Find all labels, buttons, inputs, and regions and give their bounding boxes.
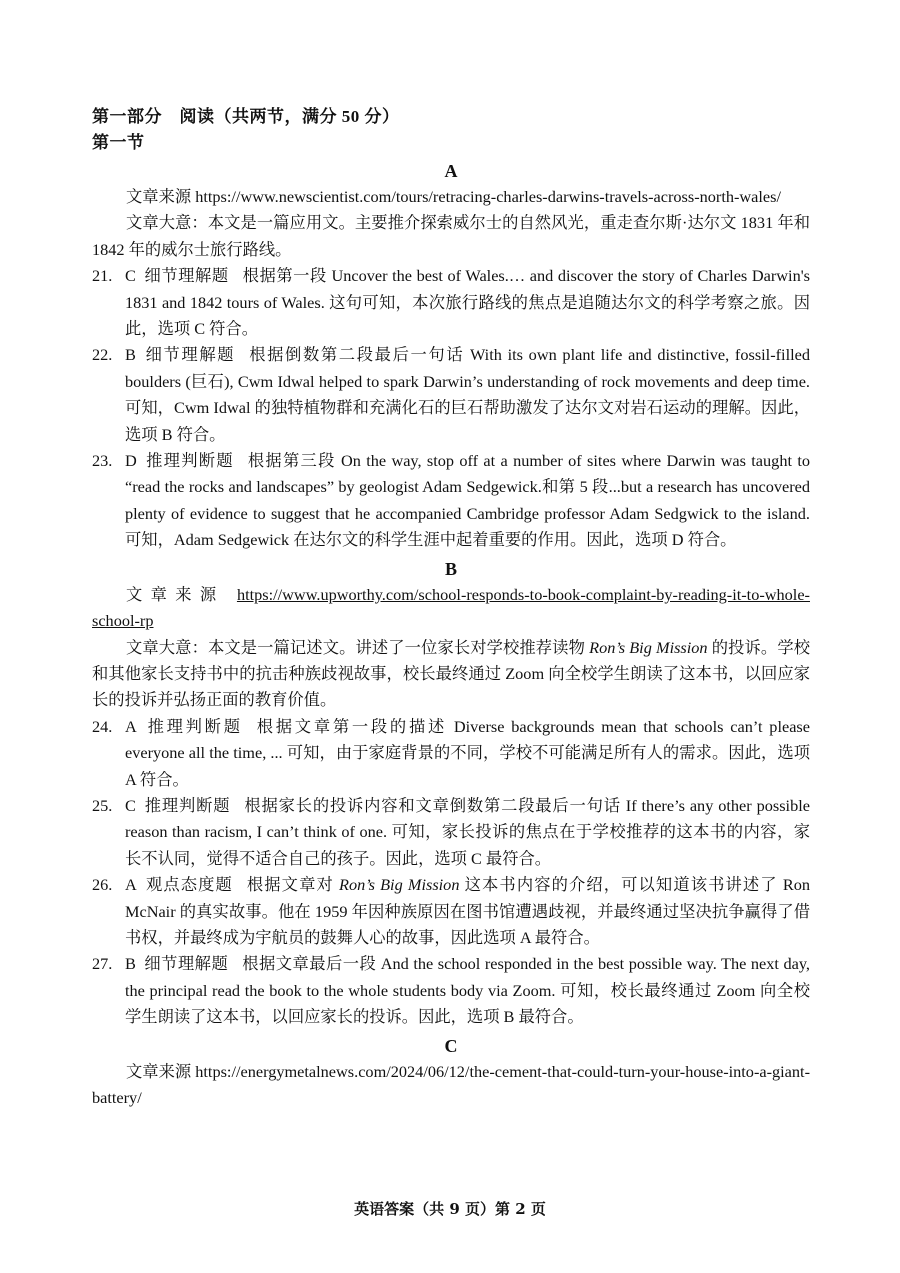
passage-c-letter: C [444, 1035, 458, 1056]
item-explanation: 根据第三段 On the way, stop off at a number of sites where Darwin was taught to “read the rocks and landscapes” by geologist Adam Sedgewick.和第 5 段...but a research has uncovered plenty of evidence to suggest that he accompanied Cambridge professor Adam Sedgwick to the island. 可知，Adam Sedgewick 在达尔文的科学生涯中起着重要的作用。因此，选项 D 符合。 [125, 451, 810, 550]
item-number: 23. [92, 451, 113, 471]
item-question-type: 观点态度题 [145, 875, 233, 895]
item-number: 22. [92, 345, 113, 365]
item-answer: A [125, 716, 137, 736]
answer-item-22 [92, 342, 810, 448]
passage-b-summary [92, 635, 810, 714]
item-explanation: 根据第一段 Uncover the best of Wales.… and discover the story of Charles Darwin's 1831 and 1842 tours of Wales. 这句可知，本次旅行路线的焦点是追随达尔文的科学考察之旅。因此，选项 C 符合。 [125, 266, 810, 339]
item-question-type: 细节理解题 [144, 266, 229, 286]
summary-text-end: 的投诉。学校和其他家长支持书中的抗击种族歧视故事，校长最终通过 Zoom 向全校学生朗读了这本书，以回应家长的投诉并弘扬正面的教育价值。 [92, 637, 810, 710]
item-question-type: 推理判断题 [147, 716, 243, 736]
item-explanation-end: 这本书内容的介绍，可以知道该书讲述了 Ron McNair 的真实故事。他在 1959 年因种族原因在图书馆遭遇歧视，并最终通过坚决抗争赢得了借书权，并最终成为宇航员的鼓舞人心的故事，因此选项 A 最符合。 [125, 875, 810, 947]
item-number: 21. [92, 266, 113, 286]
book-title: Ron’s Big Mission [589, 637, 708, 657]
source-label: 文章来源 [126, 1061, 192, 1081]
item-answer: B [125, 345, 136, 365]
passage-b-source [92, 582, 810, 635]
item-answer: D [125, 451, 137, 471]
item-answer: B [125, 954, 136, 974]
answer-item-27 [92, 951, 810, 1030]
item-question-type: 细节理解题 [144, 954, 229, 974]
answer-item-23 [92, 448, 810, 554]
source-url-link[interactable]: https://www.upworthy.com/school-responds-to-book-complaint-by-reading-it-to-whole-school-rp [92, 584, 810, 631]
answer-item-25 [92, 793, 810, 872]
page-footer: 英语答案（共 9 页）第 2 页 [354, 1200, 546, 1218]
item-explanation: 根据家长的投诉内容和文章倒数第二段最后一句话 If there’s any other possible reason than racism, I can’t think of one. 可知，家长投诉的焦点在于学校推荐的这本书的内容，家长不认同，觉得不适合自己的孩子。因此，选项 C 最符合。 [125, 795, 810, 868]
item-number: 25. [92, 795, 113, 815]
item-explanation: 根据文章最后一段 And the school responded in the best possible way. The next day, the principal read the book to the whole students body via Zoom. 可知，校长最终通过 Zoom 向全校学生朗读了这本书，以回应家长的投诉。因此，选项 B 最符合。 [125, 954, 810, 1027]
answer-page [92, 104, 810, 1111]
answer-item-26 [92, 872, 810, 951]
item-explanation-start: 根据文章对 [246, 875, 340, 895]
answer-item-24 [92, 714, 810, 793]
source-url[interactable]: https://energymetalnews.com/2024/06/12/the-cement-that-could-turn-your-house-into-a-giant-battery/ [92, 1061, 810, 1107]
item-question-type: 细节理解题 [145, 345, 236, 365]
source-label: 文章来源 [126, 187, 192, 206]
passage-a-summary: 文章大意：本文是一篇应用文。主要推介探索威尔士的自然风光，重走查尔斯·达尔文 1831 年和 1842 年的威尔士旅行路线。 [92, 213, 810, 259]
item-answer: C [125, 795, 136, 815]
source-label: 文章来源 [126, 584, 225, 604]
summary-text-start: 文章大意：本文是一篇记述文。讲述了一位家长对学校推荐读物 [126, 637, 590, 657]
passage-a-letter: A [444, 161, 458, 181]
source-url[interactable]: https://www.newscientist.com/tours/retracing-charles-darwins-travels-across-north-wales/ [195, 187, 782, 206]
passage-c-source [92, 1059, 810, 1112]
item-explanation: 根据文章第一段的描述 Diverse backgrounds mean that schools can’t please everyone all the time, ... 可知，由于家庭背景的不同，学校不可能满足所有人的需求。因此，选项 A 符合。 [125, 716, 810, 789]
section-heading: 第一节 [92, 133, 145, 152]
item-number: 26. [92, 875, 113, 895]
item-question-type: 推理判断题 [146, 451, 234, 471]
item-number: 24. [92, 716, 113, 736]
item-answer: C [125, 266, 136, 286]
item-answer: A [125, 875, 137, 895]
answer-item-21 [92, 263, 810, 342]
passage-b-letter: B [444, 558, 457, 579]
passage-a-source [92, 184, 810, 210]
part-heading: 第一部分 阅读（共两节，满分 50 分） [92, 107, 400, 126]
item-explanation: 根据倒数第二段最后一句话 With its own plant life and distinctive, fossil-filled boulders (巨石), Cwm Idwal helped to spark Darwin’s understanding of rock movements and deep time. 可知，Cwm Idwal 的独特植物群和充满化石的巨石帮助激发了达尔文对岩石运动的理解。因此，选项 B 符合。 [125, 345, 810, 444]
book-title: Ron’s Big Mission [339, 875, 460, 895]
item-number: 27. [92, 954, 113, 974]
item-question-type: 推理判断题 [144, 795, 231, 815]
